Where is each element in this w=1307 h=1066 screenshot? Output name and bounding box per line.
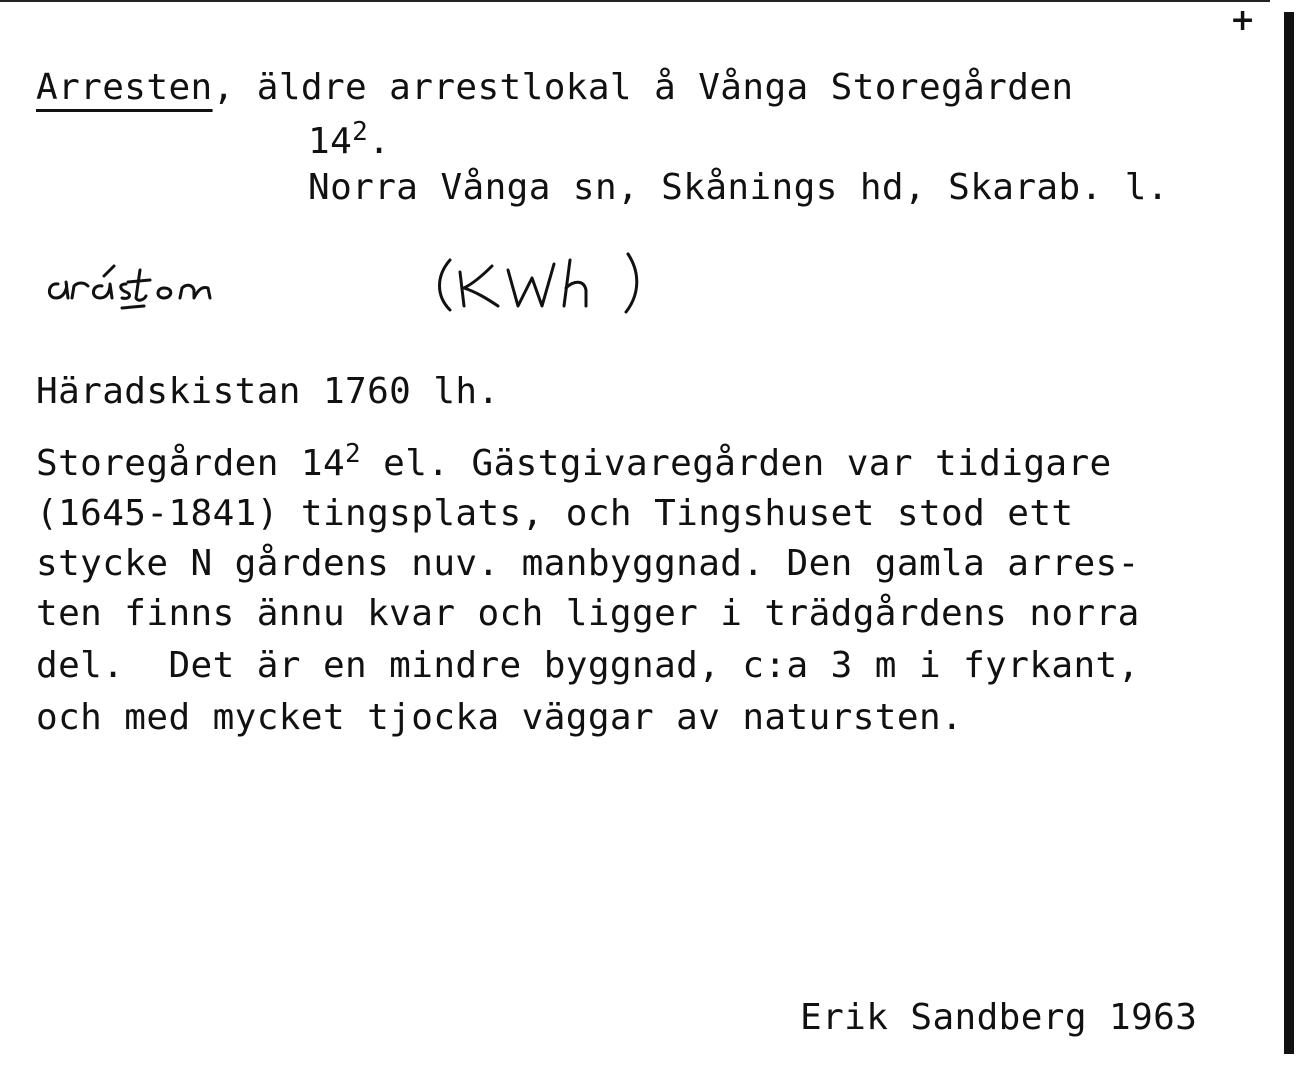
body-line-6: och med mycket tjocka väggar av natursten.: [36, 697, 964, 738]
signature: Erik Sandberg 1963: [800, 997, 1198, 1038]
location-line: Norra Vånga sn, Skånings hd, Skarab. l.: [308, 167, 1169, 208]
body-line-3: stycke N gårdens nuv. manbyggnad. Den gamla arres-: [36, 543, 1140, 584]
title-description: , äldre arrestlokal å Vånga Storegården: [212, 67, 1074, 108]
card-title: [36, 68, 1073, 108]
body-line-2: (1645-1841) tingsplats, och Tingshuset stod ett: [36, 493, 1074, 534]
card-edge-bar: [1284, 12, 1294, 1054]
top-border: [0, 0, 1270, 2]
headword: Arresten: [36, 67, 213, 108]
handwritten-note: [40, 232, 660, 322]
source-line: Häradskistan 1760 lh.: [36, 371, 500, 412]
body-line-1-end: el. Gästgivaregården var tidigare: [361, 443, 1112, 484]
body-line-1-start: Storegården 14: [36, 443, 346, 484]
body-line-1-sup: 2: [345, 439, 362, 469]
body-line-5: del. Det är en mindre byggnad, c:a 3 m i fyrkant,: [36, 645, 1140, 686]
body-line-1: [36, 439, 1112, 484]
property-number-sup: 2: [352, 117, 369, 147]
body-line-4: ten finns ännu kvar och ligger i trädgårdens norra: [36, 593, 1140, 634]
corner-mark: +: [1230, 3, 1256, 38]
title-period: .: [368, 121, 391, 162]
title-continuation: [308, 117, 391, 162]
property-number: 14: [308, 121, 353, 162]
